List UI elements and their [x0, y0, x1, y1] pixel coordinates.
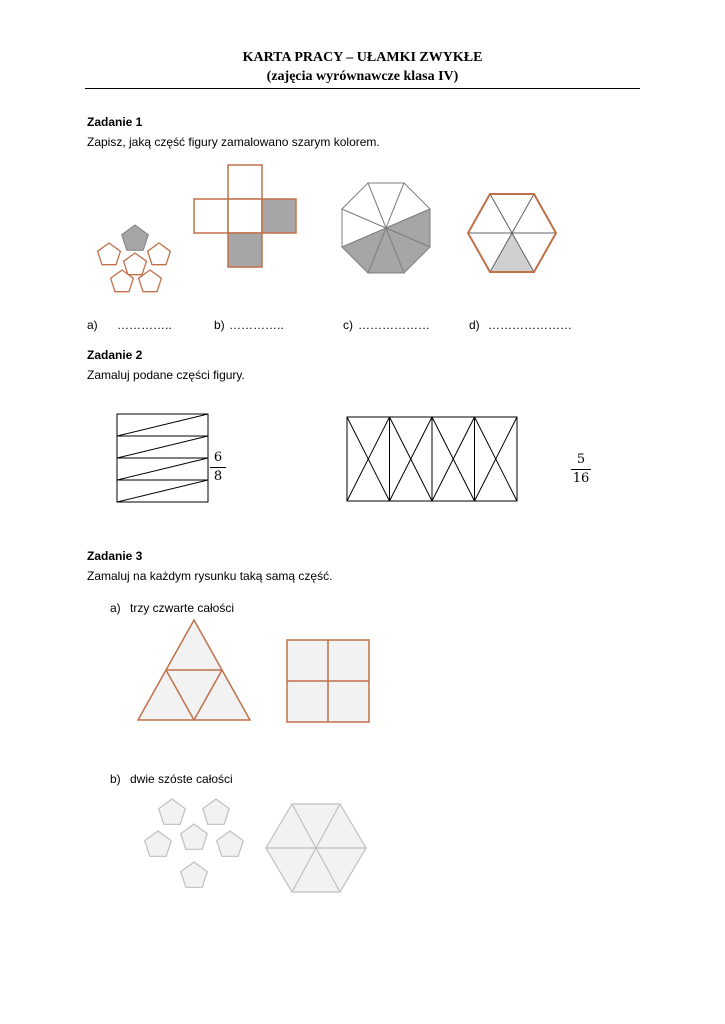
answer-d-blank[interactable]: …………………: [488, 318, 572, 332]
task2-heading: Zadanie 2: [87, 348, 143, 362]
answer-a-blank[interactable]: …………..: [117, 318, 172, 332]
fraction2-denominator: 16: [572, 471, 590, 486]
figure-a-pentagons: [92, 220, 172, 300]
fraction-five-sixteenths: [571, 452, 591, 487]
page-title: KARTA PRACY – UŁAMKI ZWYKŁE: [242, 50, 483, 65]
answer-b-label: b): [214, 318, 225, 332]
task3-figure-square: [285, 638, 371, 724]
task3-instruction: Zamaluj na każdym rysunku taką samą część.: [87, 569, 333, 583]
figure-c-octagon: [336, 178, 436, 278]
task3-item-b-label: b): [110, 772, 121, 786]
task3-figure-pentagons: [140, 796, 248, 896]
task1-instruction: Zapisz, jaką część figury zamalowano szarym kolorem.: [87, 135, 380, 149]
figure-d-hexagon: [464, 186, 564, 276]
task3-item-b-text: dwie szóste całości: [130, 772, 233, 786]
answer-c-label: c): [343, 318, 353, 332]
task3-heading: Zadanie 3: [87, 549, 143, 563]
answer-d-label: d): [469, 318, 480, 332]
task1-heading: Zadanie 1: [87, 115, 143, 129]
task2-instruction: Zamaluj podane części figury.: [87, 368, 245, 382]
answer-c-blank[interactable]: ………………: [358, 318, 430, 332]
fraction-six-eighths: [210, 450, 226, 485]
figure-b-squares: [192, 162, 300, 270]
header-divider: [85, 88, 640, 89]
task3-figure-triangle: [136, 616, 254, 724]
task3-figure-hexagon: [262, 802, 372, 894]
fraction2-numerator: 5: [576, 452, 586, 467]
answer-a-label: a): [87, 318, 98, 332]
task3-item-a-label: a): [110, 601, 121, 615]
task3-item-a-text: trzy czwarte całości: [130, 601, 235, 615]
page-subtitle: (zajęcia wyrównawcze klasa IV): [266, 69, 459, 84]
task2-figure-strips: [115, 412, 211, 504]
task2-figure-crosses: [345, 415, 519, 503]
answer-b-blank[interactable]: …………..: [229, 318, 284, 332]
fraction1-denominator: 8: [213, 469, 223, 484]
fraction1-numerator: 6: [213, 450, 223, 465]
